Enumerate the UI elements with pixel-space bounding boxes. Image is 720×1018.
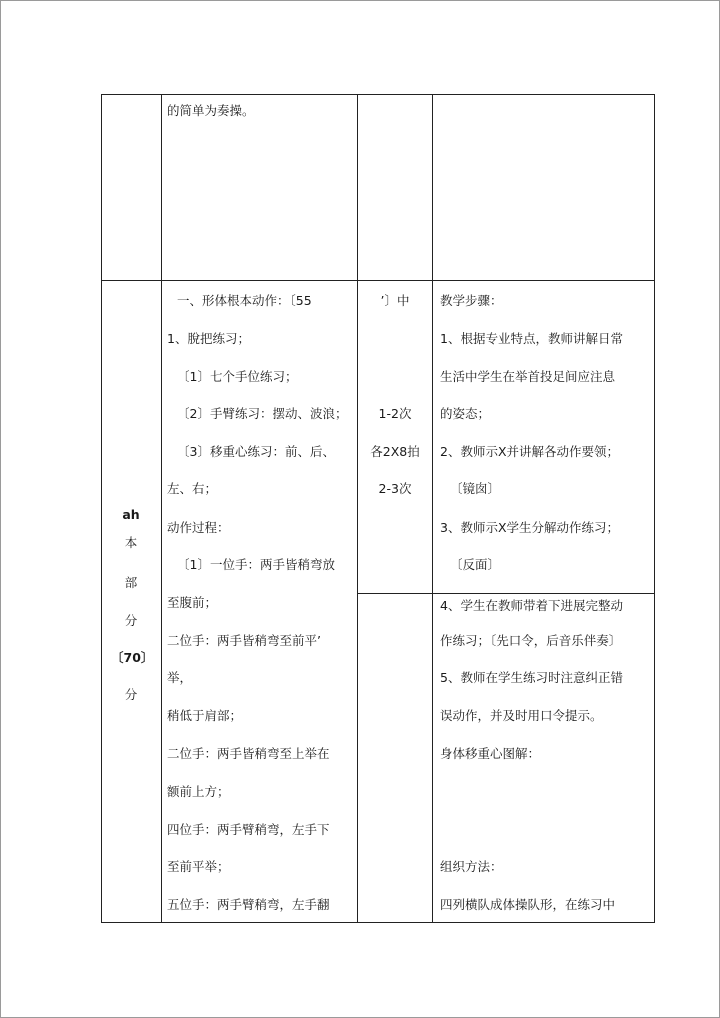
content-line: 1、脫把练习； bbox=[167, 331, 250, 346]
method-line: 4、学生在教师带着下进展完整动 bbox=[440, 598, 623, 613]
method-line: 作练习；〔先口令，后音乐伴奏〕 bbox=[440, 633, 622, 648]
method-line: 〔反面〕 bbox=[450, 557, 501, 572]
col-divider-2 bbox=[357, 94, 358, 923]
table-right-border bbox=[654, 94, 655, 923]
method-line: 误动作，并及时用口令提示。 bbox=[440, 708, 603, 723]
content-line: 左、右； bbox=[167, 481, 218, 496]
method-line: 四列横队成体操队形，在练习中 bbox=[440, 897, 616, 912]
content-line: 至前平举； bbox=[167, 859, 230, 874]
content-line: 〔3〕移重心练习：前、后、 bbox=[177, 444, 335, 459]
method-line: 教学步骤： bbox=[440, 293, 503, 308]
method-line: 生活中学生在举首投足间应注息 bbox=[440, 369, 616, 384]
section-label-prefix: ah bbox=[122, 507, 140, 522]
content-line: 五位手：两手臂稍弯，左手翻 bbox=[167, 897, 330, 912]
content-line: 稍低于肩部； bbox=[167, 708, 243, 723]
content-line: 〔1〕一位手：两手皆稍弯放 bbox=[177, 557, 335, 572]
content-line: 举， bbox=[167, 670, 193, 685]
time-line: 各2X8拍 bbox=[370, 444, 420, 459]
content-line: 二位手：两手皆稍弯至上举在 bbox=[167, 746, 330, 761]
content-line: 〔2〕手臂练习：摆动、波浪； bbox=[177, 406, 348, 421]
content-line: 〔1〕七个手位练习； bbox=[177, 369, 298, 384]
section-label-char: 本 bbox=[124, 535, 138, 550]
col-divider-3 bbox=[432, 94, 433, 923]
time-line: ’〕中 bbox=[380, 293, 410, 308]
content-line: 额前上方； bbox=[167, 784, 230, 799]
method-line: 1、根据专业特点，教师讲解日常 bbox=[440, 331, 623, 346]
row-divider bbox=[101, 280, 655, 281]
content-line: 二位手：两手皆稍弯至前平’ bbox=[167, 633, 321, 648]
section-label-char: 分 bbox=[124, 613, 138, 628]
method-line: 2、教师示X并讲解各动作要领； bbox=[440, 444, 620, 459]
row1-content-line: 的简单为奏操。 bbox=[167, 103, 255, 118]
section-label-unit: 分 bbox=[124, 687, 138, 702]
content-line: 一、形体根本动作：〔55 bbox=[177, 293, 312, 308]
content-line: 至腹前； bbox=[167, 595, 218, 610]
col-divider-1 bbox=[161, 94, 162, 923]
method-line: 组织方法： bbox=[440, 859, 503, 874]
method-line: 身体移重心图解： bbox=[440, 746, 541, 761]
section-label-char: 部 bbox=[124, 575, 138, 590]
table-bottom-border bbox=[101, 922, 655, 923]
content-line: 四位手：两手臂稍弯，左手下 bbox=[167, 822, 330, 837]
method-cell-divider bbox=[357, 593, 655, 594]
method-line: 3、教师示X学生分解动作练习； bbox=[440, 520, 620, 535]
table-left-border bbox=[101, 94, 102, 923]
section-label-minutes: 〔70〕 bbox=[111, 650, 154, 665]
method-line: 〔镜囱〕 bbox=[450, 481, 501, 496]
content-line: 动作过程： bbox=[167, 520, 230, 535]
time-line: 1-2次 bbox=[378, 406, 412, 421]
table-top-border bbox=[101, 94, 655, 95]
method-line: 5、教师在学生练习时注意纠正错 bbox=[440, 670, 623, 685]
time-line: 2-3次 bbox=[378, 481, 412, 496]
method-line: 的姿态； bbox=[440, 406, 491, 421]
